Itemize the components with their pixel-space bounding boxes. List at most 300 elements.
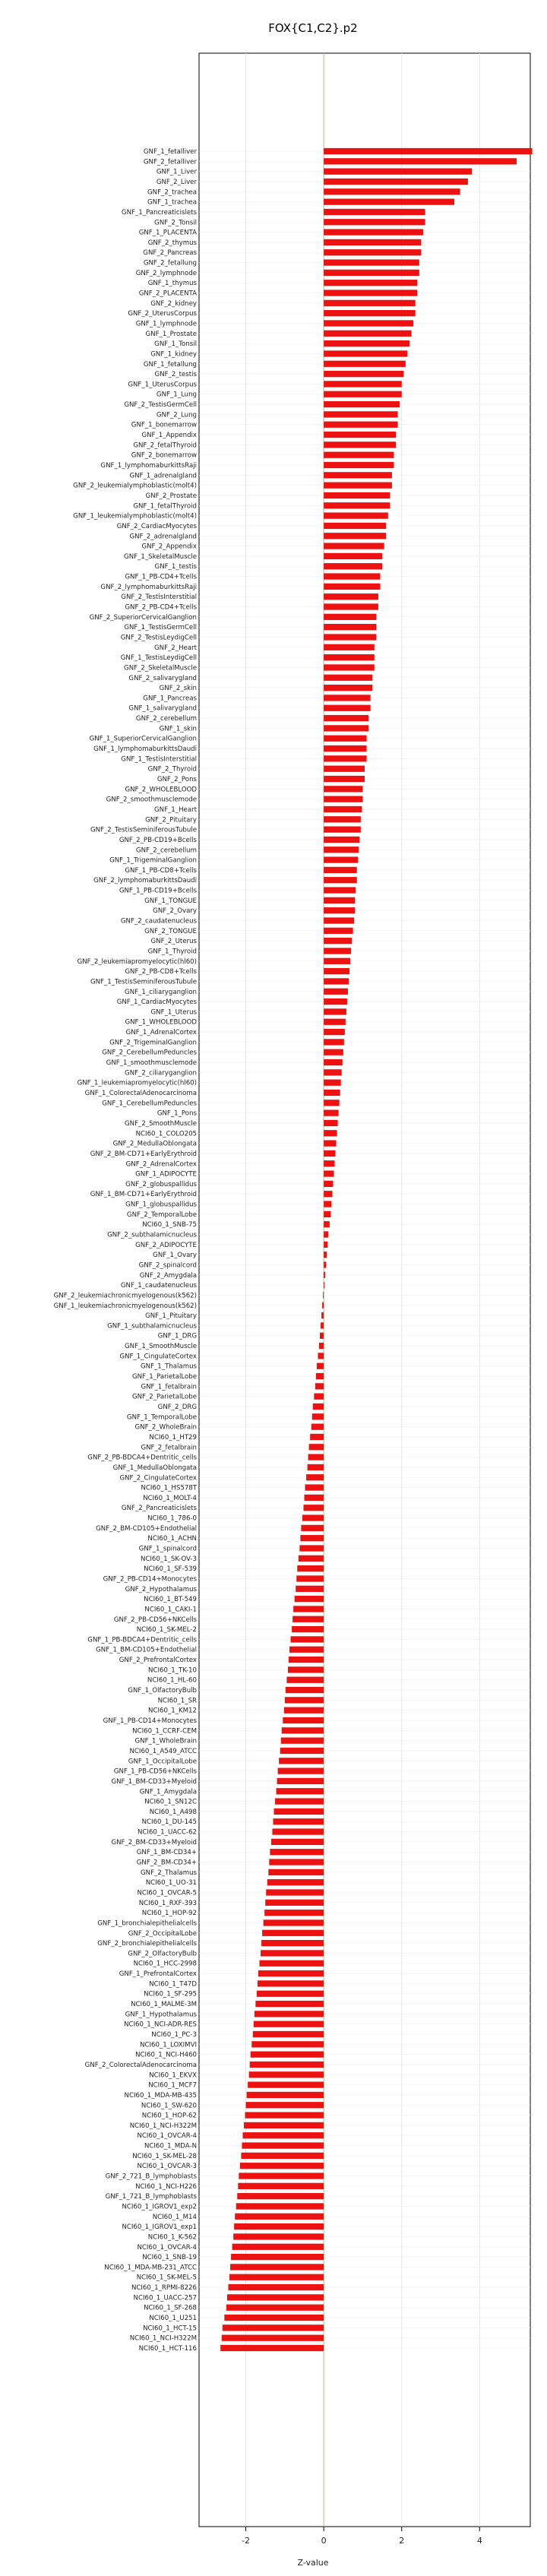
category-label: NCI60_1_COLO205 [135, 1130, 197, 1138]
category-label: GNF_1_Pons [157, 1109, 197, 1118]
bar [324, 350, 407, 356]
category-label: NCI60_1_CCRF-CEM [132, 1727, 197, 1736]
bar [324, 705, 371, 711]
bar [324, 543, 384, 549]
category-label: GNF_1_Tonsil [154, 340, 197, 349]
bar [261, 1940, 324, 1946]
bar [264, 1919, 324, 1926]
bar [324, 573, 380, 579]
bar [282, 1727, 324, 1733]
category-label: GNF_1_ParietalLobe [131, 1373, 197, 1381]
bar [310, 1434, 324, 1440]
bar [324, 290, 417, 296]
bar [324, 1090, 340, 1096]
category-label: GNF_2_globuspallidus [125, 1180, 197, 1188]
bar [324, 331, 411, 337]
bar [324, 1191, 332, 1197]
bar [324, 796, 362, 802]
bar [302, 1514, 324, 1521]
category-label: NCI60_1_K-562 [147, 2233, 197, 2242]
category-label: GNF_2_Pituitary [145, 816, 197, 824]
bar [324, 725, 368, 731]
category-label: GNF_1_CardiacMyocytes [116, 998, 197, 1007]
bar [258, 1980, 324, 1986]
category-label: NCI60_1_NCI-ADR-RES [124, 2021, 197, 2029]
bar [324, 614, 376, 620]
bar [324, 219, 425, 225]
bar [324, 1110, 338, 1116]
bar [277, 1778, 324, 1784]
category-label: GNF_1_lymphnode [135, 320, 197, 328]
x-axis-label: Z-value [297, 2558, 329, 2568]
category-label: GNF_1_TestisGermCell [124, 624, 197, 632]
bar [315, 1383, 324, 1389]
bar [242, 2132, 324, 2138]
bar [324, 887, 356, 893]
bar [324, 371, 403, 377]
bar [324, 766, 365, 772]
category-label: NCI60_1_HCC-2998 [133, 1960, 197, 1968]
category-label: NCI60_1_ACHN [147, 1535, 197, 1543]
category-label: NCI60_1_NCI-H322M [129, 2334, 197, 2343]
category-label: GNF_1_fetalbrain [141, 1383, 197, 1391]
bar [324, 685, 372, 691]
category-label: NCI60_1_SF-295 [144, 1990, 197, 1998]
bar [324, 381, 402, 387]
category-label: GNF_2_PB-CD19+Bcells [119, 836, 197, 844]
bar [324, 523, 386, 529]
category-label: NCI60_1_HS578T [141, 1484, 197, 1492]
category-label: NCI60_1_OVCAR-3 [137, 2163, 197, 2171]
bar [324, 209, 425, 215]
bar [286, 1677, 324, 1683]
category-label: GNF_2_bronchialepithelialcells [97, 1940, 197, 1948]
category-label: GNF_1_PrefrontalCortex [119, 1970, 197, 1979]
bar [324, 715, 368, 721]
bar [324, 1242, 327, 1248]
bar [323, 1292, 324, 1298]
category-label: GNF_2_Lung [156, 411, 197, 419]
bar [324, 928, 353, 934]
category-label: GNF_2_BM-CD71+EarlyErythroid [90, 1150, 197, 1158]
category-label: GNF_1_Pancreas [143, 695, 197, 703]
category-label: NCI60_1_SNB-19 [142, 2254, 197, 2262]
category-label: GNF_2_Pancreas [143, 249, 197, 258]
category-label: GNF_2_ParietalLobe [131, 1393, 197, 1401]
bar [254, 2021, 324, 2027]
x-tick-label: 4 [476, 2536, 482, 2546]
category-label: GNF_2_PLACENTA [138, 290, 197, 298]
category-label: GNF_1_globuspallidus [125, 1201, 197, 1209]
category-label: GNF_1_BM-CD34+ [136, 1849, 197, 1857]
category-label: GNF_2_SmoothMuscle [125, 1119, 197, 1128]
bar [324, 917, 354, 923]
category-label: GNF_2_adrenalgland [129, 533, 197, 541]
category-label: GNF_1_thymus [147, 280, 197, 288]
bar [222, 2335, 324, 2341]
category-label: GNF_2_CingulateCortex [119, 1474, 197, 1483]
category-label: NCI60_1_SNB-75 [142, 1221, 197, 1229]
bar [237, 2193, 324, 2199]
x-tick-label: 2 [399, 2536, 405, 2546]
bar [324, 968, 349, 974]
category-label: NCI60_1_SF-268 [144, 2304, 197, 2312]
bar [324, 736, 366, 742]
category-label: GNF_1_TONGUE [144, 897, 197, 905]
category-label: GNF_1_PB-CD56+NKCells [113, 1767, 197, 1776]
bar [278, 1767, 324, 1774]
bar [277, 1788, 324, 1794]
x-tick-label: 0 [321, 2536, 327, 2546]
bar [306, 1474, 324, 1480]
bar [324, 270, 419, 276]
category-label: GNF_2_trachea [147, 188, 197, 197]
bar [324, 644, 375, 650]
category-label: NCI60_1_CAKI-1 [144, 1606, 197, 1614]
category-label: GNF_1_lymphomaburkittsDaudi [93, 745, 197, 754]
category-label: GNF_2_TestisSeminiferousTubule [90, 826, 197, 834]
bar [324, 826, 361, 832]
bar [324, 1231, 328, 1237]
category-label: GNF_2_fetalThyroid [133, 441, 197, 450]
bar [273, 1818, 324, 1824]
category-label: GNF_1_PB-CD14+Monocytes [103, 1717, 197, 1725]
category-label: GNF_2_BM-CD33+Myeloid [111, 1838, 197, 1847]
category-label: GNF_2_TONGUE [144, 927, 197, 935]
category-label: GNF_1_spinalcord [138, 1545, 197, 1553]
bar [324, 259, 419, 265]
bar [285, 1697, 324, 1703]
category-label: GNF_1_subthalamicnucleus [107, 1322, 197, 1331]
bar [231, 2254, 324, 2260]
category-label: NCI60_1_KM12 [148, 1707, 197, 1715]
bar [251, 2041, 324, 2047]
category-label: GNF_1_salivarygland [128, 704, 197, 713]
category-label: GNF_1_Hypothalamus [125, 2011, 197, 2019]
bar [324, 1221, 330, 1227]
bar [324, 1252, 327, 1258]
bar [274, 1809, 324, 1815]
category-label: GNF_1_skin [159, 725, 197, 733]
category-label: GNF_2_WHOLEBLOOD [125, 786, 197, 794]
bar [314, 1394, 324, 1400]
bar [324, 1069, 342, 1075]
category-label: GNF_2_PB-BDCA4+Dentritic_cells [87, 1454, 197, 1462]
category-label: GNF_1_fetallung [143, 360, 197, 369]
category-label: NCI60_1_M14 [152, 2213, 197, 2221]
category-label: GNF_2_leukemialymphoblastic(molt4) [73, 482, 197, 490]
category-label: GNF_2_salivarygland [128, 674, 197, 682]
chart-title: FOX{C1,C2}.p2 [268, 21, 358, 35]
x-axis [242, 2527, 482, 2546]
category-label: GNF_2_Appendix [141, 543, 197, 551]
bar [324, 280, 417, 286]
category-label: GNF_2_DRG [157, 1404, 197, 1411]
category-label: GNF_2_leukemiapromyelocytic(hl60) [77, 957, 197, 966]
bar [299, 1555, 324, 1562]
bar [324, 786, 362, 792]
bar [288, 1666, 324, 1673]
bar [324, 1150, 335, 1157]
category-label: GNF_2_fetallung [143, 259, 197, 267]
category-label: GNF_2_skin [159, 685, 197, 693]
category-label: GNF_1_PLACENTA [138, 229, 197, 237]
bar [324, 1170, 334, 1176]
category-label: NCI60_1_NCI-H226 [135, 2182, 197, 2191]
bar [324, 1130, 337, 1136]
bar [234, 2223, 324, 2229]
bar [308, 1454, 324, 1460]
bar [324, 634, 376, 640]
category-label: NCI60_1_SK-MEL-5 [136, 2274, 197, 2282]
bar [324, 593, 378, 600]
bar [299, 1545, 324, 1551]
category-label: GNF_2_PB-CD4+Tcells [125, 603, 197, 612]
category-label: GNF_2_TestisInterstitial [121, 593, 197, 602]
bar [242, 2142, 324, 2148]
category-label: GNF_1_AdrenalCortex [125, 1029, 197, 1037]
bar [268, 1869, 324, 1875]
bar [324, 938, 352, 944]
category-label: GNF_1_OccipitalLobe [128, 1758, 197, 1766]
bar [324, 563, 382, 569]
category-label: GNF_1_Lung [156, 391, 197, 399]
bar [324, 483, 392, 489]
category-label: NCI60_1_SK-MEL-28 [132, 2152, 197, 2160]
bar [296, 1575, 324, 1581]
bar [324, 462, 394, 468]
category-label: GNF_2_Liver [156, 178, 197, 186]
bar [324, 472, 392, 478]
category-label: NCI60_1_MCF7 [148, 2081, 197, 2090]
category-label: GNF_2_UterusCorpus [128, 310, 197, 318]
category-label: GNF_1_BM-CD71+EarlyErythroid [90, 1191, 197, 1199]
category-label: GNF_2_MedullaOblongata [112, 1140, 197, 1148]
category-label: GNF_1_bronchialepithelialcells [97, 1919, 197, 1928]
bar [324, 502, 390, 508]
category-label: NCI60_1_OVCAR-4 [137, 2132, 197, 2141]
bar [220, 2345, 324, 2351]
category-label: GNF_2_Hypothalamus [125, 1585, 197, 1593]
bar [324, 664, 375, 670]
category-label: GNF_2_Ovary [153, 907, 197, 916]
bar [324, 816, 361, 822]
bar [324, 1019, 346, 1025]
bar [324, 229, 423, 235]
category-label: NCI60_1_OVCAR-5 [137, 1889, 197, 1897]
bar [232, 2244, 324, 2250]
bar [324, 1059, 343, 1065]
bar [258, 1970, 324, 1976]
category-label: GNF_2_TrigeminalGanglion [109, 1039, 197, 1047]
category-label: GNF_1_BM-CD33+Myeloid [111, 1777, 197, 1786]
category-label: GNF_2_BM-CD34+ [136, 1859, 197, 1867]
category-label: NCI60_1_UACC-62 [137, 1828, 197, 1837]
bar [247, 2092, 324, 2098]
category-label: GNF_2_BM-CD105+Endothelial [96, 1524, 197, 1533]
bar [309, 1444, 324, 1450]
bar [260, 1960, 324, 1967]
category-label: NCI60_1_HCT-15 [143, 2324, 197, 2333]
bar [279, 1758, 324, 1764]
bar [324, 745, 366, 752]
category-label: NCI60_1_SK-OV-3 [140, 1555, 197, 1563]
category-label: NCI60_1_MDA-N [144, 2142, 197, 2150]
bar [324, 1049, 343, 1055]
bar [284, 1707, 324, 1714]
bar [324, 603, 378, 609]
bar [324, 867, 357, 873]
bar [324, 1272, 325, 1278]
bar [266, 1889, 324, 1895]
category-label: GNF_1_fetalliver [143, 148, 197, 156]
bar [324, 492, 390, 498]
category-label: GNF_1_Pituitary [145, 1312, 197, 1321]
category-label: GNF_2_PB-CD14+Monocytes [103, 1575, 197, 1584]
bar [304, 1495, 324, 1501]
bar [230, 2264, 324, 2270]
bar [318, 1353, 324, 1359]
bar [238, 2183, 324, 2189]
category-label: GNF_1_leukemiachronicmyelogenous(k562) [53, 1302, 197, 1310]
category-label: GNF_1_Amygdala [139, 1788, 197, 1796]
category-label: NCI60_1_IGROV1_exp2 [122, 2203, 197, 2211]
category-label: GNF_1_PB-CD8+Tcells [125, 866, 197, 875]
bar [281, 1738, 324, 1744]
bar [324, 584, 380, 590]
category-label: GNF_1_BM-CD105+Endothelial [96, 1646, 197, 1654]
bar [303, 1505, 324, 1511]
category-label: GNF_1_WholeBrain [134, 1737, 197, 1745]
category-label: GNF_2_Uterus [150, 938, 197, 946]
bar [324, 401, 400, 407]
category-label: GNF_1_caudatenucleus [120, 1282, 197, 1290]
category-label: GNF_2_lymphnode [135, 269, 197, 277]
bar [271, 1839, 324, 1845]
bar [324, 512, 388, 518]
category-label: GNF_1_ADIPOCYTE [135, 1170, 197, 1179]
bar [236, 2203, 324, 2209]
bar [245, 2112, 324, 2118]
category-label: GNF_2_Tonsil [154, 219, 197, 227]
category-label: GNF_2_Thyroid [147, 765, 197, 774]
bar [324, 755, 366, 761]
category-label: NCI60_1_OVCAR-4 [137, 2243, 197, 2252]
bar [296, 1586, 324, 1592]
bar [262, 1930, 324, 1936]
category-label: GNF_1_CerebellumPeduncles [102, 1100, 197, 1108]
category-label: GNF_2_OlfactoryBulb [128, 1950, 197, 1958]
bar [324, 948, 351, 954]
bar [324, 624, 376, 630]
category-label: GNF_2_fetalbrain [141, 1444, 197, 1452]
bar [324, 989, 348, 995]
bar [250, 2062, 324, 2068]
bar [265, 1900, 324, 1906]
bar [324, 978, 349, 984]
category-label: NCI60_1_T47D [149, 1980, 197, 1989]
bar [324, 877, 357, 883]
bar [324, 300, 416, 306]
bar [324, 239, 421, 245]
category-label: GNF_1_TestisInterstitial [121, 755, 197, 764]
category-label: GNF_2_ColorectalAdenocarcinoma [84, 2061, 197, 2069]
bar [324, 249, 421, 255]
category-label: NCI60_1_SN12C [144, 1798, 197, 1806]
bar [312, 1413, 324, 1419]
category-label: NCI60_1_A498 [149, 1808, 197, 1816]
bar [233, 2233, 324, 2239]
bar [324, 310, 416, 316]
bar [224, 2315, 324, 2321]
category-label: GNF_1_PB-CD19+Bcells [119, 887, 197, 895]
category-label: NCI60_1_RXF-393 [138, 1899, 197, 1907]
category-label: GNF_1_smoothmusclemode [106, 1059, 197, 1068]
bar [324, 907, 355, 913]
category-label: NCI60_1_HOP-92 [141, 1910, 197, 1918]
category-label: GNF_1_PB-CD4+Tcells [125, 573, 197, 581]
category-label: GNF_2_leukemiachronicmyelogenous(k562) [53, 1292, 197, 1300]
bar [246, 2102, 324, 2108]
category-label: NCI60_1_786-0 [147, 1514, 197, 1523]
category-label: GNF_1_Prostate [145, 330, 197, 338]
category-label: GNF_2_CerebellumPeduncles [102, 1049, 197, 1057]
bar [324, 806, 362, 812]
category-label: GNF_2_testis [154, 371, 197, 379]
category-label: NCI60_1_U251 [149, 2315, 197, 2323]
category-label: NCI60_1_SR [157, 1697, 197, 1705]
category-label: NCI60_1_NCI-H322M [129, 2122, 197, 2130]
bar [324, 675, 372, 681]
category-label: GNF_1_trachea [147, 198, 197, 207]
category-label: GNF_2_CardiacMyocytes [116, 522, 197, 530]
category-label: GNF_2_SuperiorCervicalGanglion [89, 613, 197, 622]
category-label: GNF_1_SuperiorCervicalGanglion [89, 735, 197, 743]
bar [316, 1373, 324, 1379]
category-label: NCI60_1_RPMI-8226 [131, 2284, 197, 2293]
bar [255, 2001, 324, 2007]
bar [324, 1140, 336, 1146]
bar [229, 2274, 324, 2280]
bar [305, 1484, 324, 1490]
bar [241, 2153, 324, 2159]
category-label: GNF_1_ColorectalAdenocarcinoma [84, 1090, 197, 1097]
bar [324, 837, 359, 843]
bar [289, 1647, 324, 1653]
category-label: GNF_1_Pancreaticislets [121, 208, 197, 217]
category-label: NCI60_1_MALME-3M [131, 2001, 197, 2009]
category-label: GNF_1_Liver [156, 168, 197, 176]
bar [275, 1798, 324, 1804]
category-label: GNF_1_CingulateCortex [119, 1353, 197, 1361]
category-label: GNF_2_kidney [150, 299, 197, 308]
category-label: GNF_1_SkeletalMuscle [124, 552, 197, 561]
category-label: GNF_1_721_B_lymphoblasts [105, 2193, 197, 2201]
bar [324, 320, 413, 326]
bar [324, 411, 397, 417]
category-label: GNF_1_PB-BDCA4+Dentritic_cells [87, 1636, 197, 1644]
bar [255, 2011, 324, 2017]
bar [324, 533, 386, 539]
bar [320, 1333, 324, 1339]
bar [270, 1849, 324, 1855]
bar [251, 2052, 324, 2058]
bar [324, 553, 382, 559]
bar [324, 188, 460, 195]
category-label: GNF_1_ciliaryganglion [125, 988, 197, 996]
category-label: GNF_1_adrenalgland [129, 472, 197, 480]
category-label: GNF_1_Uterus [150, 1008, 197, 1017]
